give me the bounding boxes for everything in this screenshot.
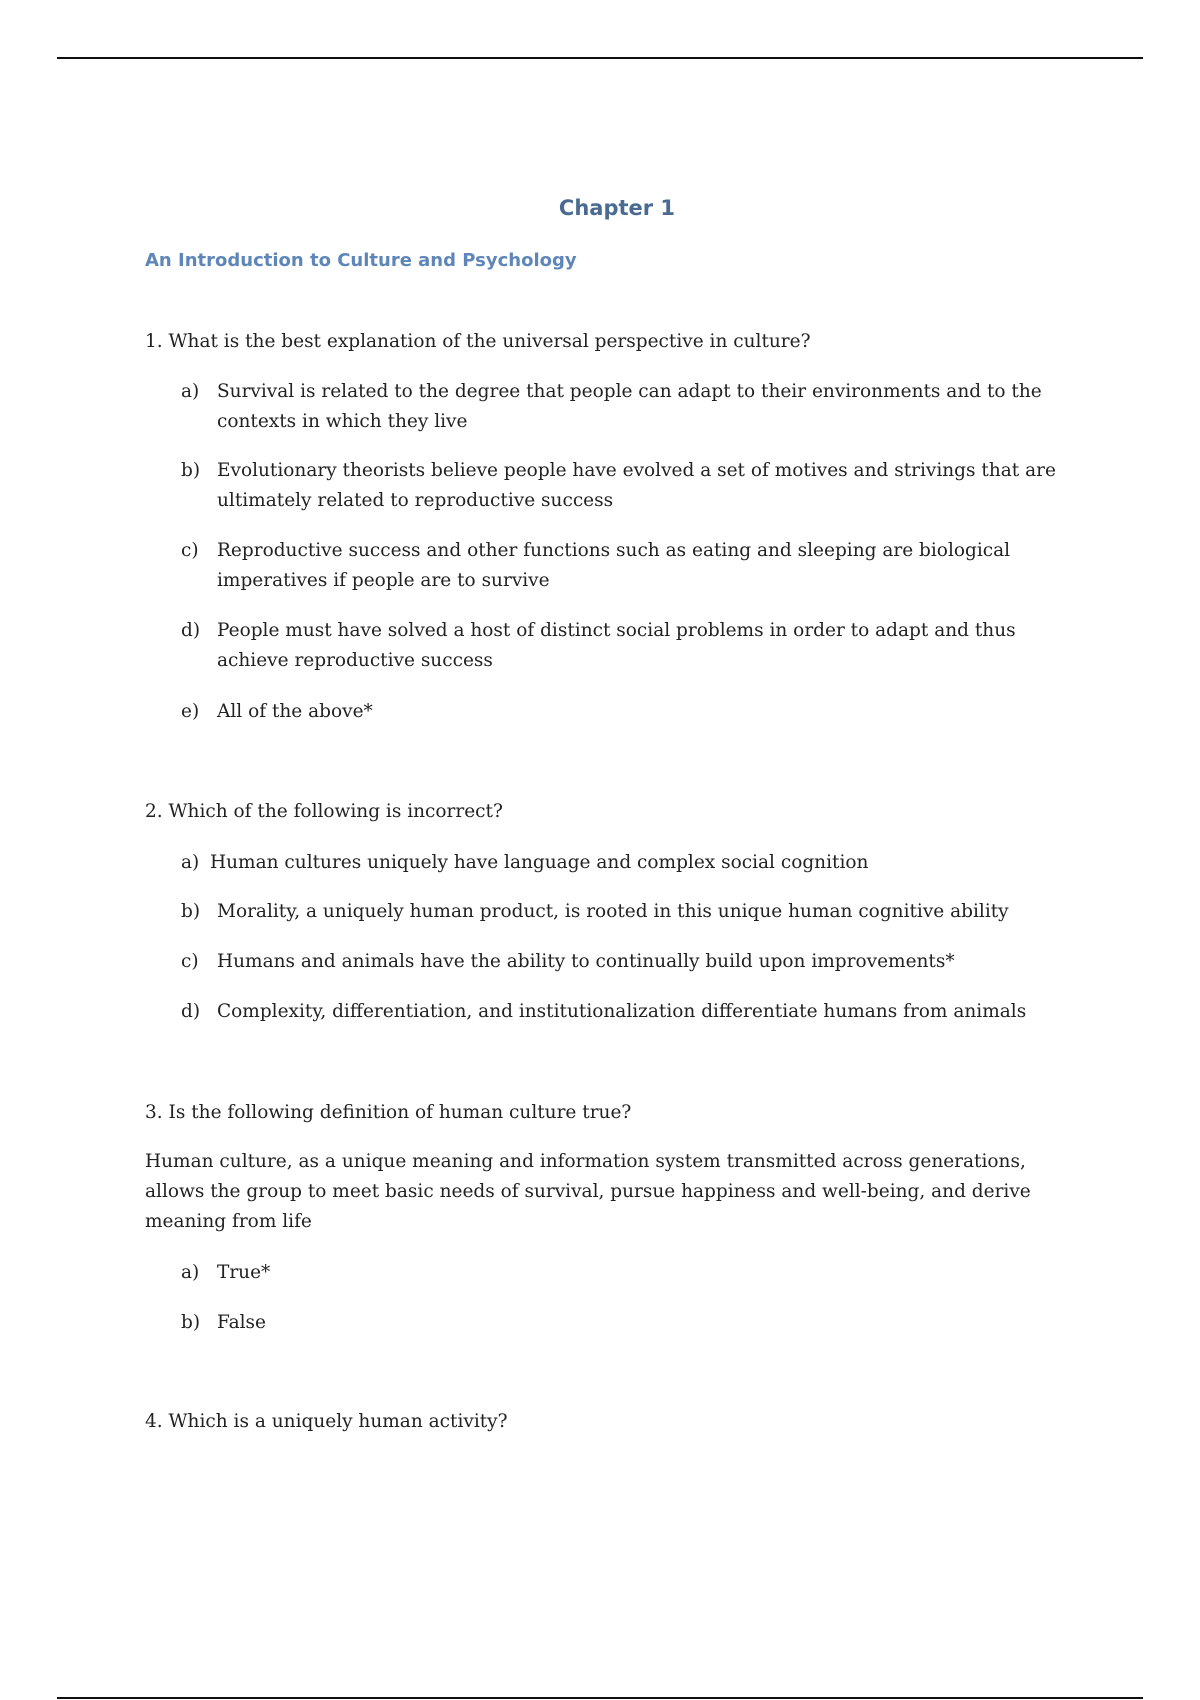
header-rule	[57, 57, 1143, 59]
question-4-prompt: 4. Which is a uniquely human activity?	[145, 1411, 508, 1432]
option-text: People must have solved a host of distinct social problems in order to adapt and thus achieve reproductive success	[217, 620, 1016, 671]
option-letter: d)	[181, 1001, 201, 1022]
option-text: All of the above*	[217, 701, 373, 722]
question-3-definition: Human culture, as a unique meaning and information system transmitted across generations, allows the group to meet basic needs of survival, pursue happiness and well-being, and derive meaning from life	[145, 1151, 1031, 1232]
chapter-title: Chapter 1	[558, 196, 676, 220]
option-text: Human cultures uniquely have language and complex social cognition	[210, 852, 869, 873]
question-3-prompt: 3. Is the following definition of human culture true?	[145, 1102, 632, 1123]
option-text: Humans and animals have the ability to continually build upon improvements*	[217, 951, 955, 972]
question-2-prompt: 2. Which of the following is incorrect?	[145, 801, 503, 822]
question-3-option-a	[181, 1258, 1061, 1288]
question-3-option-b	[181, 1308, 1061, 1338]
section-title: An Introduction to Culture and Psychology	[145, 250, 577, 271]
question-1-option-b	[181, 456, 1061, 516]
option-text: True*	[217, 1262, 271, 1283]
question-1-prompt: 1. What is the best explanation of the universal perspective in culture?	[145, 331, 811, 352]
option-text: False	[217, 1312, 266, 1333]
footer-rule	[57, 1697, 1143, 1699]
option-letter: a)	[181, 1262, 200, 1283]
option-letter: b)	[181, 460, 201, 481]
question-1-option-a	[181, 377, 1061, 437]
option-letter: d)	[181, 620, 201, 641]
option-text: Reproductive success and other functions such as eating and sleeping are biological imperatives if people are to survive	[217, 540, 1011, 591]
option-letter: b)	[181, 901, 201, 922]
option-letter: b)	[181, 1312, 201, 1333]
question-1-option-e	[181, 697, 1061, 727]
question-1-option-d	[181, 616, 1061, 676]
option-text: Complexity, differentiation, and institutionalization differentiate humans from animals	[217, 1001, 1027, 1022]
option-letter: a)	[181, 381, 200, 402]
option-text: Morality, a uniquely human product, is rooted in this unique human cognitive ability	[217, 901, 1009, 922]
option-letter: a)	[181, 852, 200, 873]
question-2-option-c	[181, 947, 1061, 977]
option-text: Evolutionary theorists believe people have evolved a set of motives and strivings that are ultimately related to reproductive success	[217, 460, 1056, 511]
option-letter: c)	[181, 951, 199, 972]
question-1-option-c	[181, 536, 1061, 596]
option-letter: c)	[181, 540, 199, 561]
option-letter: e)	[181, 701, 200, 722]
question-2-option-a	[181, 848, 1061, 878]
question-2-option-d	[181, 997, 1061, 1027]
question-2-option-b	[181, 897, 1061, 927]
option-text: Survival is related to the degree that people can adapt to their environments and to the contexts in which they live	[217, 381, 1042, 432]
